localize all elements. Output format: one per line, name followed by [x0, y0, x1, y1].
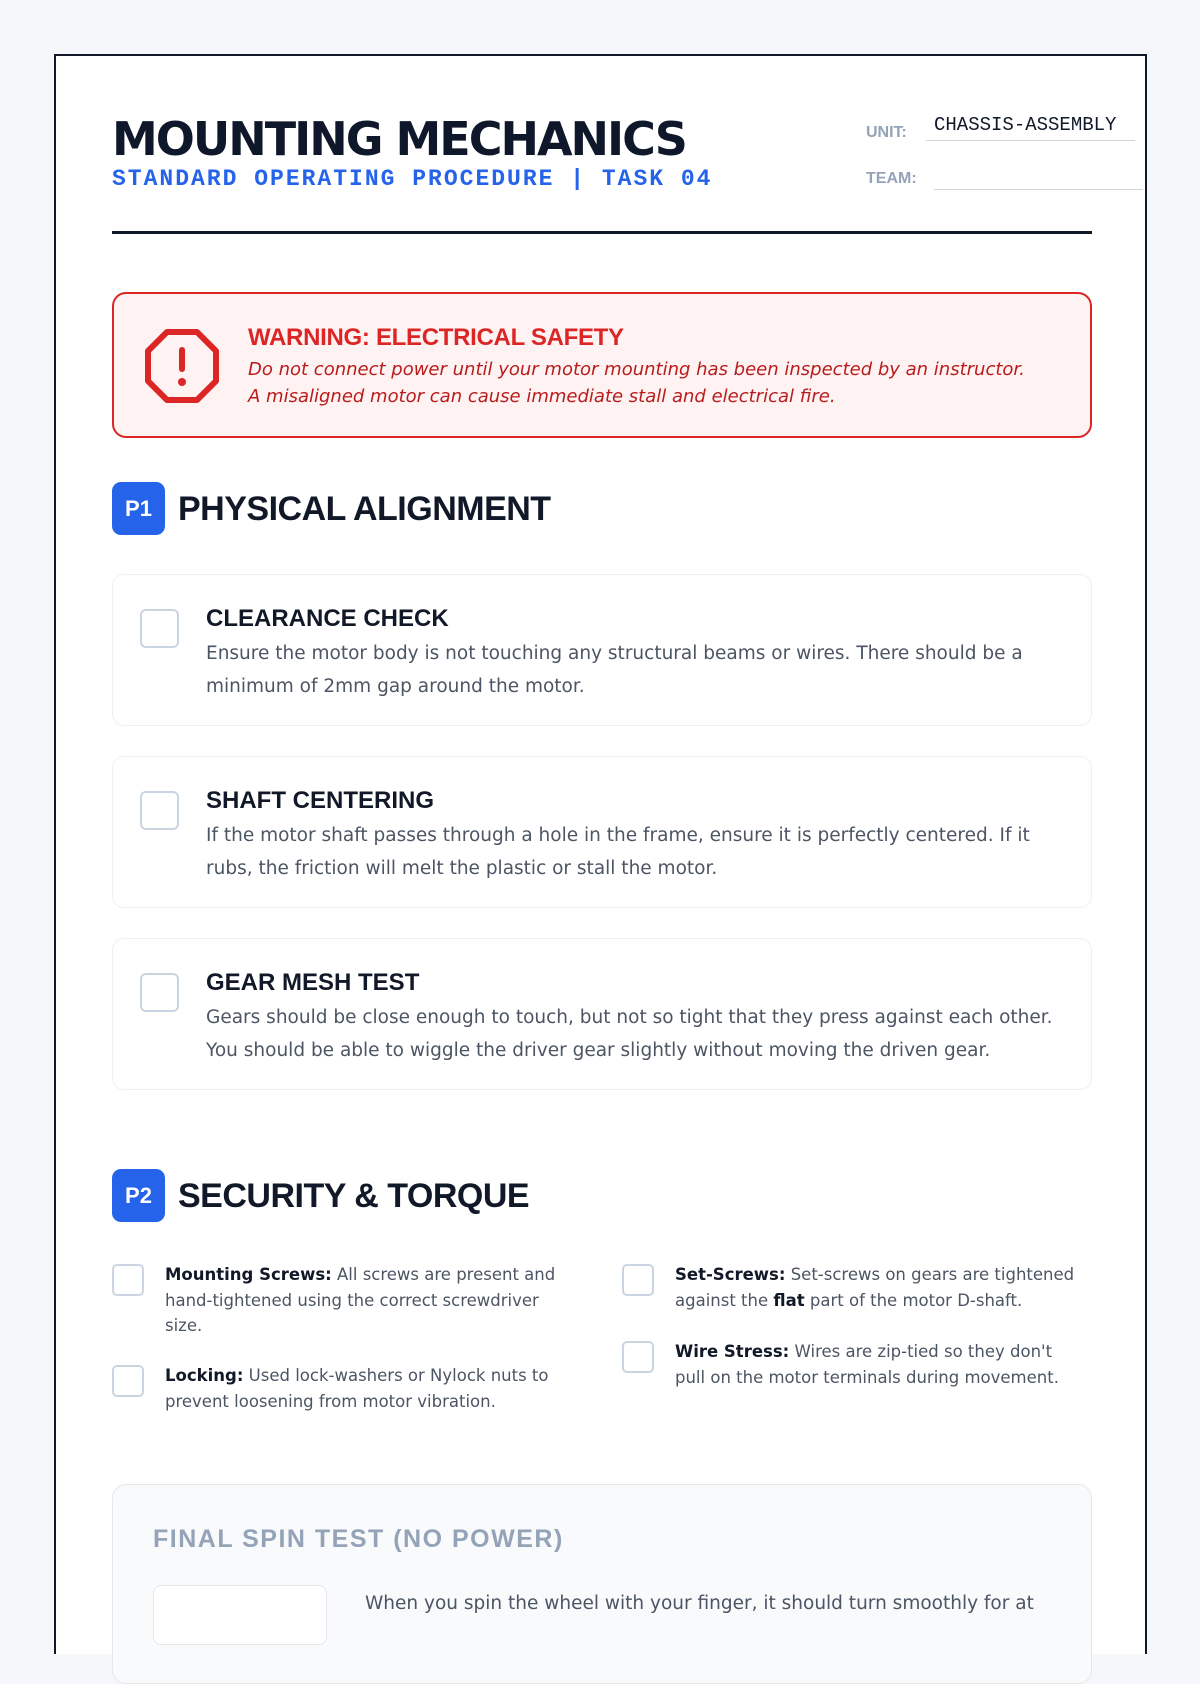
set-screws-checkbox[interactable]	[622, 1264, 654, 1296]
warning-text	[248, 356, 1068, 410]
warning-line: Do not connect power until your motor mounting has been inspected by an instructor.	[248, 359, 1025, 380]
shaft-centering-checkbox[interactable]	[140, 791, 179, 830]
card-title: CLEARANCE CHECK	[206, 605, 449, 632]
item-label: Set-Screws:	[675, 1265, 786, 1284]
card-text	[206, 819, 1066, 885]
item-text-line: All screws are present and	[331, 1265, 556, 1284]
unit-field[interactable]: CHASSIS-ASSEMBLY	[926, 114, 1135, 141]
item-text	[165, 1262, 580, 1339]
item-text	[675, 1339, 1090, 1390]
item-text-line: hand-tightened using the correct screwdriver	[165, 1290, 539, 1310]
item-text-line: size.	[165, 1316, 203, 1335]
document-header	[112, 112, 1117, 234]
checklist-card-gear-mesh	[112, 938, 1092, 1090]
locking-checkbox[interactable]	[112, 1365, 144, 1397]
final-spin-test-input[interactable]	[153, 1585, 327, 1645]
document-title: MOUNTING MECHANICS	[112, 112, 686, 166]
card-text	[206, 1001, 1066, 1067]
item-text	[675, 1262, 1090, 1313]
item-text-line: pull on the motor terminals during movement.	[675, 1367, 1059, 1387]
item-text-line: Wires are zip-tied so they don't	[789, 1342, 1053, 1361]
final-spin-test-panel	[112, 1484, 1092, 1684]
card-text-line: minimum of 2mm gap around the motor.	[206, 676, 585, 697]
item-label: Mounting Screws:	[165, 1265, 332, 1284]
item-label: Locking:	[165, 1366, 244, 1385]
item-text-line: part of the motor D-shaft.	[804, 1290, 1023, 1310]
procedure-sheet	[54, 54, 1147, 1654]
clearance-check-checkbox[interactable]	[140, 609, 179, 648]
card-text-line: Gears should be close enough to touch, but not so tight that they press against each other.	[206, 1007, 1053, 1028]
checklist-card-clearance	[112, 574, 1092, 726]
warning-line: A misaligned motor can cause immediate stall and electrical fire.	[248, 386, 836, 407]
team-label: TEAM:	[866, 170, 917, 187]
octagon-exclamation-icon	[144, 328, 220, 404]
item-text	[165, 1363, 580, 1414]
item-emphasis: flat	[773, 1290, 805, 1310]
warning-title: WARNING: ELECTRICAL SAFETY	[248, 324, 624, 351]
team-field[interactable]	[934, 188, 1143, 190]
card-text	[206, 637, 1066, 703]
card-text-line: You should be able to wiggle the driver gear slightly without moving the driven gear.	[206, 1040, 991, 1061]
mounting-screws-checkbox[interactable]	[112, 1264, 144, 1296]
card-title: SHAFT CENTERING	[206, 787, 434, 814]
item-text-line: Set-screws on gears are tightened	[785, 1265, 1075, 1284]
card-title: GEAR MESH TEST	[206, 969, 420, 996]
section-badge: P1	[112, 482, 165, 535]
item-label: Wire Stress:	[675, 1342, 790, 1361]
checklist-card-shaft-centering	[112, 756, 1092, 908]
card-text-line: Ensure the motor body is not touching any structural beams or wires. There should be a	[206, 643, 1023, 664]
item-text-line: against the	[675, 1290, 774, 1310]
card-text-line: If the motor shaft passes through a hole in the frame, ensure it is perfectly centered. If it	[206, 825, 1030, 846]
unit-label: UNIT:	[866, 124, 907, 141]
wire-stress-checkbox[interactable]	[622, 1341, 654, 1373]
card-text-line: rubs, the friction will melt the plastic or stall the motor.	[206, 858, 718, 879]
section-title: SECURITY & TORQUE	[178, 1177, 530, 1215]
electrical-safety-warning	[112, 292, 1092, 438]
document-subtitle: STANDARD OPERATING PROCEDURE | TASK 04	[112, 166, 713, 192]
final-spin-test-text: When you spin the wheel with your finger, it should turn smoothly for at	[365, 1593, 1034, 1614]
section-title: PHYSICAL ALIGNMENT	[178, 490, 551, 528]
final-spin-test-title: FINAL SPIN TEST (NO POWER)	[153, 1525, 564, 1553]
item-text-line: prevent loosening from motor vibration.	[165, 1391, 496, 1411]
section-badge: P2	[112, 1169, 165, 1222]
item-text-line: Used lock-washers or Nylock nuts to	[243, 1366, 549, 1385]
gear-mesh-test-checkbox[interactable]	[140, 973, 179, 1012]
